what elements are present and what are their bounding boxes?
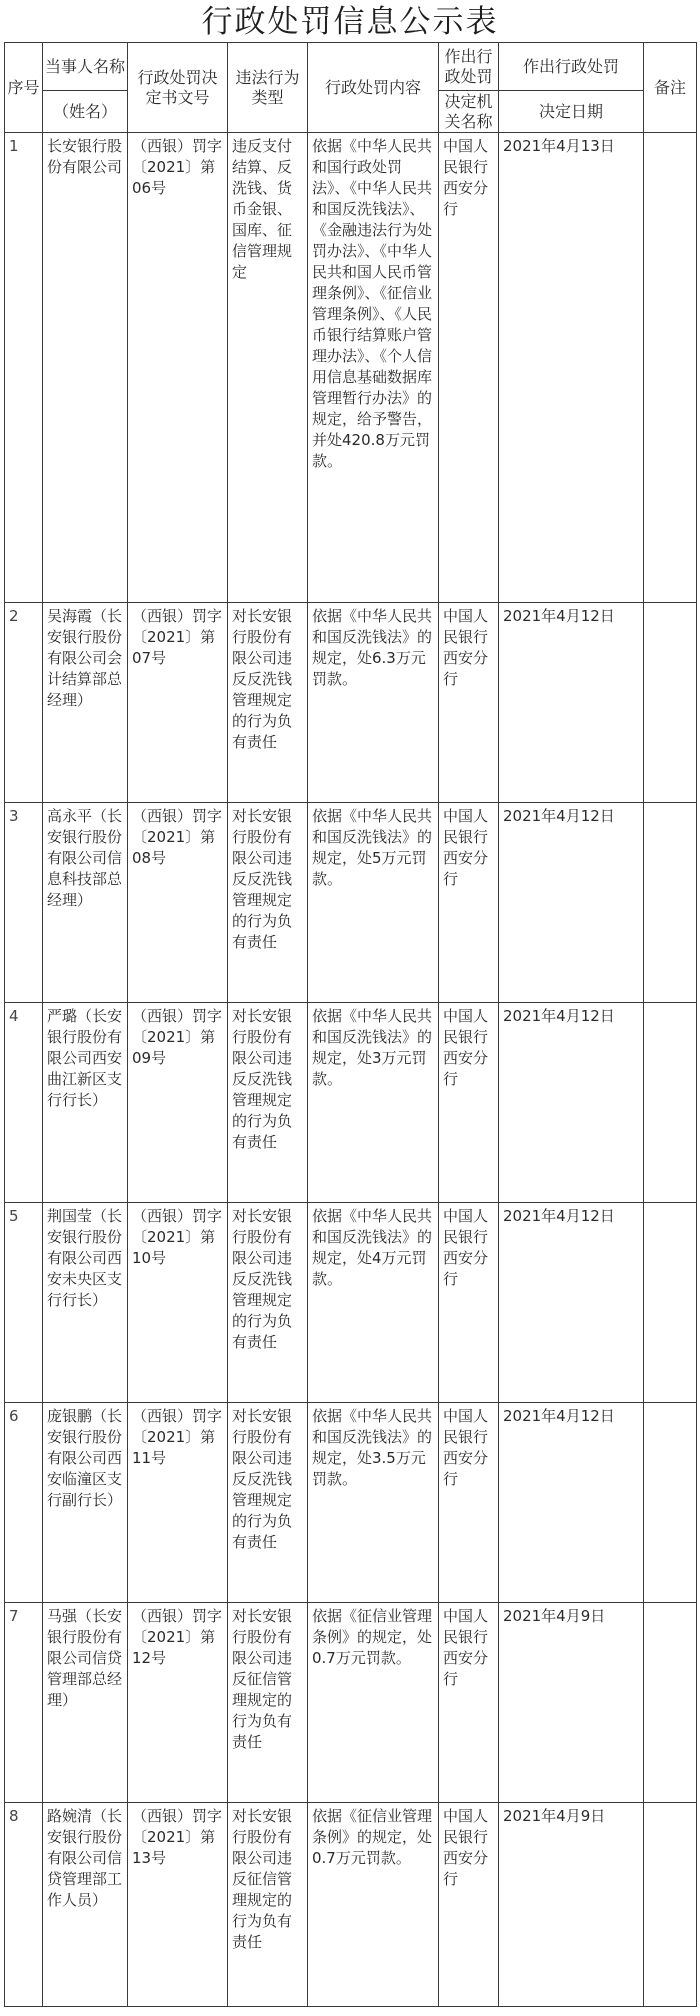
- cell-remark: [644, 133, 697, 603]
- cell-party: 荆国莹（长安银行股份有限公司西安未央区支行行长）: [43, 1203, 128, 1403]
- cell-violation: 对长安银行股份有限公司违反反洗钱管理规定的行为负有责任: [228, 603, 308, 803]
- cell-doc-no: （西银）罚字〔2021〕第11号: [128, 1403, 228, 1603]
- cell-party: 马强（长安银行股份有限公司信贷管理部总经理）: [43, 1603, 128, 1803]
- table-row: [5, 133, 697, 603]
- cell-doc-no: （西银）罚字〔2021〕第08号: [128, 803, 228, 1003]
- cell-party: 长安银行股份有限公司: [43, 133, 128, 603]
- cell-seq: 7: [5, 1603, 43, 1803]
- cell-date: 2021年4月12日: [499, 603, 644, 803]
- table-row: [5, 1003, 697, 1203]
- header-violation: 违法行为类型: [228, 43, 308, 133]
- cell-remark: [644, 603, 697, 803]
- cell-doc-no: （西银）罚字〔2021〕第07号: [128, 603, 228, 803]
- cell-violation: 对长安银行股份有限公司违反反洗钱管理规定的行为负有责任: [228, 803, 308, 1003]
- cell-violation: 对长安银行股份有限公司违反反洗钱管理规定的行为负有责任: [228, 1403, 308, 1603]
- table-row: [5, 1403, 697, 1603]
- cell-date: 2021年4月12日: [499, 803, 644, 1003]
- cell-seq: 8: [5, 1803, 43, 2007]
- cell-authority: 中国人民银行西安分行: [439, 603, 499, 803]
- cell-seq: 3: [5, 803, 43, 1003]
- cell-doc-no: （西银）罚字〔2021〕第09号: [128, 1003, 228, 1203]
- cell-doc-no: （西银）罚字〔2021〕第13号: [128, 1803, 228, 2007]
- header-authority-line1: 作出行政处罚: [439, 43, 499, 91]
- table-row: [5, 1603, 697, 1803]
- penalty-table: [4, 42, 697, 2007]
- cell-content: 依据《中华人民共和国行政处罚法》、《中华人民共和国反洗钱法》、《金融违法行为处罚办法》、《中华人民共和国人民币管理条例》、《征信业管理条例》、《人民币银行结算账户管理办法》、《个人信用信息基础数据库管理暂行办法》的规定，给予警告，并处420.8万元罚款。: [308, 133, 439, 603]
- cell-seq: 5: [5, 1203, 43, 1403]
- cell-doc-no: （西银）罚字〔2021〕第10号: [128, 1203, 228, 1403]
- cell-doc-no: （西银）罚字〔2021〕第06号: [128, 133, 228, 603]
- cell-remark: [644, 1003, 697, 1203]
- page-title: 行政处罚信息公示表: [201, 4, 499, 40]
- table-body: [5, 43, 697, 2007]
- header-seq: 序号: [5, 43, 43, 133]
- cell-date: 2021年4月12日: [499, 1403, 644, 1603]
- header-date-line2: 决定日期: [499, 91, 644, 133]
- table-row: [5, 803, 697, 1003]
- header-content: 行政处罚内容: [308, 43, 439, 133]
- header-row-1: [5, 43, 697, 91]
- cell-content: 依据《中华人民共和国反洗钱法》的规定，处6.3万元罚款。: [308, 603, 439, 803]
- cell-violation: 对长安银行股份有限公司违反反洗钱管理规定的行为负有责任: [228, 1203, 308, 1403]
- cell-seq: 2: [5, 603, 43, 803]
- table-row: [5, 603, 697, 803]
- cell-violation: 违反支付结算、反洗钱、货币金银、国库、征信管理规定: [228, 133, 308, 603]
- cell-date: 2021年4月12日: [499, 1203, 644, 1403]
- cell-remark: [644, 1403, 697, 1603]
- cell-content: 依据《征信业管理条例》的规定，处0.7万元罚款。: [308, 1803, 439, 2007]
- cell-party: 庞银鹏（长安银行股份有限公司西安临潼区支行副行长）: [43, 1403, 128, 1603]
- cell-party: 严璐（长安银行股份有限公司西安曲江新区支行行长）: [43, 1003, 128, 1203]
- cell-party: 高永平（长安银行股份有限公司信息科技部总经理）: [43, 803, 128, 1003]
- cell-content: 依据《中华人民共和国反洗钱法》的规定，处5万元罚款。: [308, 803, 439, 1003]
- cell-remark: [644, 1203, 697, 1403]
- cell-content: 依据《中华人民共和国反洗钱法》的规定，处3万元罚款。: [308, 1003, 439, 1203]
- cell-remark: [644, 1603, 697, 1803]
- cell-authority: 中国人民银行西安分行: [439, 1403, 499, 1603]
- cell-party: 吴海霞（长安银行股份有限公司会计结算部总经理）: [43, 603, 128, 803]
- header-party-sub: （姓名）: [43, 91, 128, 133]
- cell-violation: 对长安银行股份有限公司违反征信管理规定的行为负有责任: [228, 1803, 308, 2007]
- cell-date: 2021年4月9日: [499, 1603, 644, 1803]
- cell-date: 2021年4月13日: [499, 133, 644, 603]
- header-remark: 备注: [644, 43, 697, 133]
- cell-date: 2021年4月12日: [499, 1003, 644, 1203]
- cell-seq: 1: [5, 133, 43, 603]
- cell-authority: 中国人民银行西安分行: [439, 133, 499, 603]
- cell-remark: [644, 803, 697, 1003]
- cell-content: 依据《征信业管理条例》的规定，处0.7万元罚款。: [308, 1603, 439, 1803]
- cell-content: 依据《中华人民共和国反洗钱法》的规定，处3.5万元罚款。: [308, 1403, 439, 1603]
- header-authority-line2: 决定机关名称: [439, 91, 499, 133]
- cell-authority: 中国人民银行西安分行: [439, 1803, 499, 2007]
- cell-authority: 中国人民银行西安分行: [439, 1203, 499, 1403]
- header-doc-no: 行政处罚决定书文号: [128, 43, 228, 133]
- cell-violation: 对长安银行股份有限公司违反征信管理规定的行为负有责任: [228, 1603, 308, 1803]
- cell-authority: 中国人民银行西安分行: [439, 1603, 499, 1803]
- cell-remark: [644, 1803, 697, 2007]
- table-row: [5, 1203, 697, 1403]
- cell-authority: 中国人民银行西安分行: [439, 803, 499, 1003]
- cell-authority: 中国人民银行西安分行: [439, 1003, 499, 1203]
- cell-violation: 对长安银行股份有限公司违反反洗钱管理规定的行为负有责任: [228, 1003, 308, 1203]
- header-date-line1: 作出行政处罚: [499, 43, 644, 91]
- cell-party: 路婉清（长安银行股份有限公司信贷管理部工作人员）: [43, 1803, 128, 2007]
- table-row: [5, 1803, 697, 2007]
- cell-doc-no: （西银）罚字〔2021〕第12号: [128, 1603, 228, 1803]
- cell-seq: 6: [5, 1403, 43, 1603]
- cell-seq: 4: [5, 1003, 43, 1203]
- cell-content: 依据《中华人民共和国反洗钱法》的规定，处4万元罚款。: [308, 1203, 439, 1403]
- cell-date: 2021年4月9日: [499, 1803, 644, 2007]
- header-party: 当事人名称: [43, 43, 128, 91]
